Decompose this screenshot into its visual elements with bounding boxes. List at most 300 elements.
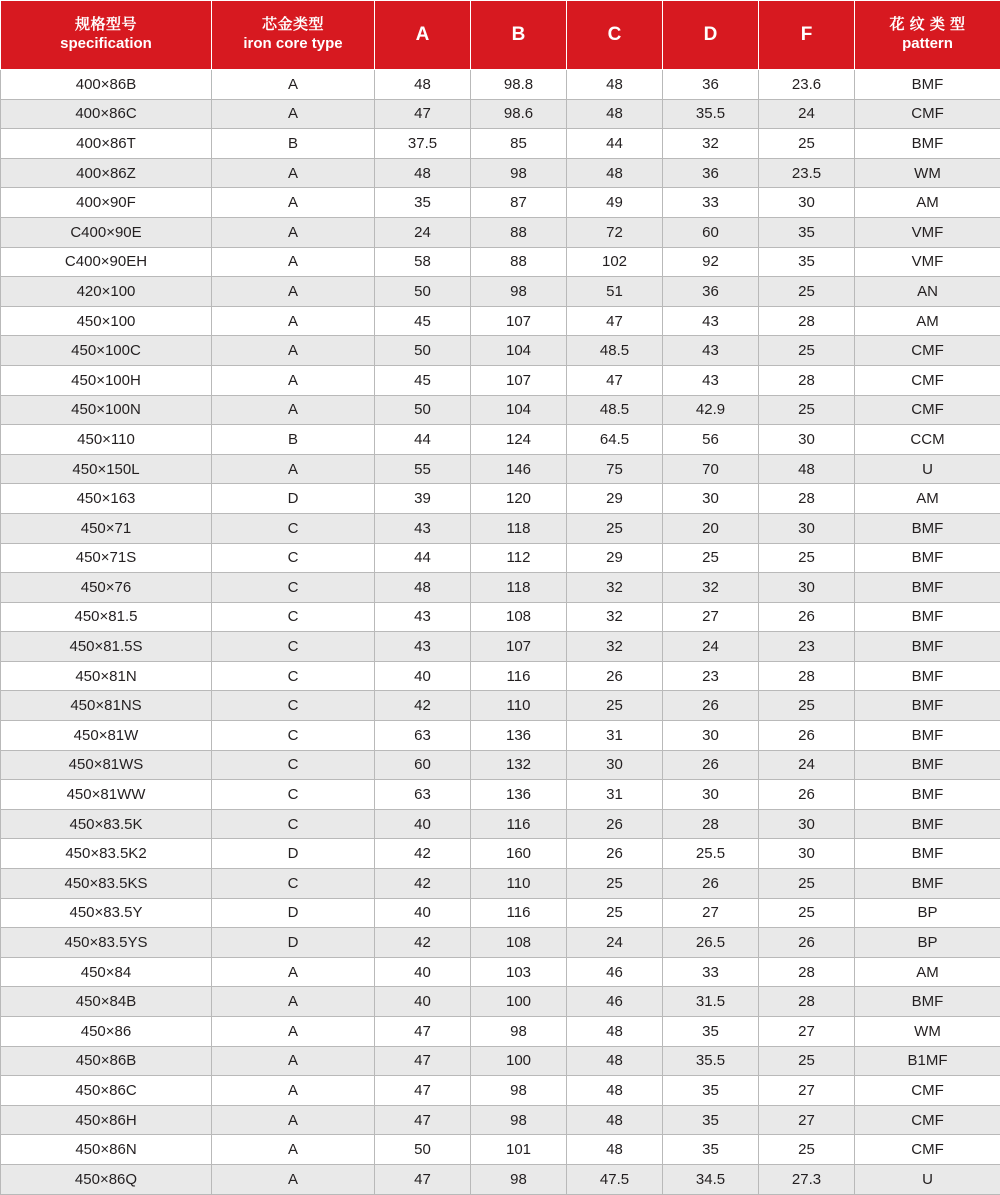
table-row: [1, 809, 1000, 839]
cell-pattern: BMF: [855, 839, 1000, 869]
cell-d: 70: [663, 454, 759, 484]
column-header-iron-core-type-cn: 芯金类型: [216, 16, 370, 35]
cell-f: 25: [759, 1135, 855, 1165]
cell-pattern: U: [855, 1164, 1000, 1194]
table-row: [1, 336, 1000, 366]
cell-pattern: CMF: [855, 395, 1000, 425]
table-row: [1, 987, 1000, 1017]
cell-a: 50: [375, 395, 471, 425]
cell-d: 20: [663, 513, 759, 543]
cell-d: 36: [663, 277, 759, 307]
cell-d: 35: [663, 1017, 759, 1047]
cell-c: 29: [567, 484, 663, 514]
cell-specification: 450×83.5YS: [1, 928, 212, 958]
column-header-pattern-cn: 花 纹 类 型: [859, 16, 996, 35]
cell-a: 47: [375, 1076, 471, 1106]
cell-c: 44: [567, 129, 663, 159]
cell-b: 118: [471, 513, 567, 543]
cell-a: 40: [375, 898, 471, 928]
table-row: [1, 1076, 1000, 1106]
cell-iron-core-type: A: [212, 70, 375, 100]
cell-f: 28: [759, 484, 855, 514]
cell-d: 26.5: [663, 928, 759, 958]
table-row: [1, 898, 1000, 928]
cell-d: 35: [663, 1076, 759, 1106]
cell-a: 24: [375, 217, 471, 247]
cell-pattern: BMF: [855, 513, 1000, 543]
cell-iron-core-type: A: [212, 217, 375, 247]
cell-specification: 450×81.5S: [1, 632, 212, 662]
table-row: [1, 425, 1000, 455]
table-row: [1, 484, 1000, 514]
table-row: [1, 1046, 1000, 1076]
cell-c: 30: [567, 750, 663, 780]
cell-specification: 450×86C: [1, 1076, 212, 1106]
cell-f: 25: [759, 129, 855, 159]
cell-a: 42: [375, 839, 471, 869]
cell-specification: 450×71S: [1, 543, 212, 573]
cell-d: 33: [663, 188, 759, 218]
cell-iron-core-type: A: [212, 1105, 375, 1135]
cell-c: 51: [567, 277, 663, 307]
cell-a: 42: [375, 928, 471, 958]
column-header-b: B: [471, 1, 567, 70]
cell-iron-core-type: C: [212, 513, 375, 543]
cell-iron-core-type: A: [212, 987, 375, 1017]
cell-b: 118: [471, 573, 567, 603]
cell-a: 47: [375, 1105, 471, 1135]
cell-iron-core-type: A: [212, 336, 375, 366]
cell-a: 48: [375, 573, 471, 603]
cell-iron-core-type: A: [212, 365, 375, 395]
cell-d: 26: [663, 691, 759, 721]
table-row: [1, 602, 1000, 632]
cell-a: 55: [375, 454, 471, 484]
cell-c: 32: [567, 602, 663, 632]
cell-specification: 450×86Q: [1, 1164, 212, 1194]
cell-b: 107: [471, 365, 567, 395]
cell-c: 48: [567, 1135, 663, 1165]
cell-d: 26: [663, 750, 759, 780]
cell-c: 26: [567, 839, 663, 869]
cell-d: 31.5: [663, 987, 759, 1017]
cell-specification: 400×86C: [1, 99, 212, 129]
cell-pattern: CCM: [855, 425, 1000, 455]
cell-f: 25: [759, 277, 855, 307]
cell-specification: 450×163: [1, 484, 212, 514]
cell-c: 48: [567, 70, 663, 100]
table-row: [1, 691, 1000, 721]
cell-d: 35.5: [663, 99, 759, 129]
cell-specification: C400×90EH: [1, 247, 212, 277]
cell-f: 27.3: [759, 1164, 855, 1194]
cell-pattern: BMF: [855, 70, 1000, 100]
cell-specification: 450×86: [1, 1017, 212, 1047]
cell-f: 24: [759, 99, 855, 129]
cell-d: 36: [663, 158, 759, 188]
cell-c: 48: [567, 1046, 663, 1076]
cell-b: 110: [471, 869, 567, 899]
cell-c: 64.5: [567, 425, 663, 455]
cell-f: 25: [759, 869, 855, 899]
cell-d: 60: [663, 217, 759, 247]
column-header-pattern-en: pattern: [859, 35, 996, 54]
cell-f: 23.6: [759, 70, 855, 100]
cell-a: 47: [375, 99, 471, 129]
cell-iron-core-type: A: [212, 957, 375, 987]
cell-specification: 450×81N: [1, 661, 212, 691]
cell-pattern: BMF: [855, 721, 1000, 751]
cell-iron-core-type: C: [212, 543, 375, 573]
cell-c: 48: [567, 99, 663, 129]
cell-a: 44: [375, 425, 471, 455]
cell-b: 116: [471, 661, 567, 691]
cell-b: 116: [471, 809, 567, 839]
cell-b: 87: [471, 188, 567, 218]
cell-d: 34.5: [663, 1164, 759, 1194]
cell-pattern: VMF: [855, 247, 1000, 277]
column-header-iron-core-type-en: iron core type: [216, 35, 370, 54]
cell-iron-core-type: C: [212, 869, 375, 899]
cell-a: 50: [375, 1135, 471, 1165]
cell-c: 24: [567, 928, 663, 958]
cell-d: 27: [663, 602, 759, 632]
cell-pattern: BMF: [855, 780, 1000, 810]
cell-specification: 450×100H: [1, 365, 212, 395]
cell-c: 47: [567, 365, 663, 395]
cell-b: 98.6: [471, 99, 567, 129]
cell-a: 63: [375, 780, 471, 810]
cell-a: 43: [375, 513, 471, 543]
cell-d: 27: [663, 898, 759, 928]
cell-d: 56: [663, 425, 759, 455]
cell-f: 26: [759, 721, 855, 751]
cell-pattern: CMF: [855, 365, 1000, 395]
cell-c: 47: [567, 306, 663, 336]
cell-pattern: BMF: [855, 691, 1000, 721]
cell-f: 30: [759, 809, 855, 839]
table-row: [1, 188, 1000, 218]
cell-b: 108: [471, 602, 567, 632]
cell-c: 48: [567, 1076, 663, 1106]
table-row: [1, 928, 1000, 958]
table-row: [1, 750, 1000, 780]
cell-iron-core-type: B: [212, 129, 375, 159]
cell-pattern: BP: [855, 928, 1000, 958]
cell-specification: 450×83.5K: [1, 809, 212, 839]
cell-iron-core-type: C: [212, 721, 375, 751]
cell-iron-core-type: A: [212, 99, 375, 129]
cell-iron-core-type: A: [212, 306, 375, 336]
cell-c: 25: [567, 513, 663, 543]
table-row: [1, 513, 1000, 543]
cell-iron-core-type: C: [212, 573, 375, 603]
cell-d: 32: [663, 129, 759, 159]
cell-pattern: BMF: [855, 543, 1000, 573]
cell-iron-core-type: A: [212, 1164, 375, 1194]
cell-d: 33: [663, 957, 759, 987]
cell-pattern: WM: [855, 1017, 1000, 1047]
table-row: [1, 957, 1000, 987]
cell-specification: 450×81WW: [1, 780, 212, 810]
cell-specification: 450×86N: [1, 1135, 212, 1165]
cell-c: 46: [567, 957, 663, 987]
column-header-a: A: [375, 1, 471, 70]
table-row: [1, 306, 1000, 336]
cell-f: 30: [759, 513, 855, 543]
table-row: [1, 632, 1000, 662]
cell-f: 30: [759, 425, 855, 455]
cell-b: 98: [471, 1164, 567, 1194]
cell-f: 30: [759, 188, 855, 218]
cell-iron-core-type: D: [212, 839, 375, 869]
cell-b: 101: [471, 1135, 567, 1165]
cell-specification: 400×90F: [1, 188, 212, 218]
cell-f: 26: [759, 602, 855, 632]
cell-a: 42: [375, 869, 471, 899]
cell-f: 28: [759, 365, 855, 395]
cell-d: 42.9: [663, 395, 759, 425]
cell-f: 24: [759, 750, 855, 780]
table-row: [1, 247, 1000, 277]
cell-b: 88: [471, 217, 567, 247]
cell-a: 50: [375, 336, 471, 366]
cell-iron-core-type: A: [212, 1017, 375, 1047]
cell-pattern: BMF: [855, 750, 1000, 780]
cell-a: 48: [375, 70, 471, 100]
cell-d: 35.5: [663, 1046, 759, 1076]
cell-pattern: BMF: [855, 869, 1000, 899]
cell-c: 31: [567, 780, 663, 810]
cell-c: 46: [567, 987, 663, 1017]
cell-pattern: BMF: [855, 602, 1000, 632]
cell-f: 25: [759, 336, 855, 366]
cell-pattern: AM: [855, 484, 1000, 514]
cell-c: 25: [567, 691, 663, 721]
cell-pattern: BMF: [855, 987, 1000, 1017]
cell-specification: 450×100C: [1, 336, 212, 366]
cell-iron-core-type: A: [212, 1135, 375, 1165]
cell-b: 85: [471, 129, 567, 159]
column-header-iron-core-type: [212, 1, 375, 70]
cell-specification: C400×90E: [1, 217, 212, 247]
cell-iron-core-type: A: [212, 1076, 375, 1106]
cell-a: 43: [375, 602, 471, 632]
cell-b: 98.8: [471, 70, 567, 100]
cell-c: 48: [567, 1105, 663, 1135]
cell-specification: 450×83.5Y: [1, 898, 212, 928]
cell-d: 25: [663, 543, 759, 573]
cell-c: 48.5: [567, 395, 663, 425]
cell-specification: 450×83.5K2: [1, 839, 212, 869]
cell-d: 35: [663, 1105, 759, 1135]
cell-a: 40: [375, 661, 471, 691]
cell-d: 25.5: [663, 839, 759, 869]
cell-b: 107: [471, 306, 567, 336]
column-header-pattern: [855, 1, 1000, 70]
column-header-d: D: [663, 1, 759, 70]
cell-specification: 450×84B: [1, 987, 212, 1017]
cell-specification: 450×81W: [1, 721, 212, 751]
cell-f: 25: [759, 898, 855, 928]
cell-iron-core-type: D: [212, 484, 375, 514]
cell-b: 100: [471, 1046, 567, 1076]
cell-pattern: B1MF: [855, 1046, 1000, 1076]
cell-d: 36: [663, 70, 759, 100]
cell-a: 40: [375, 809, 471, 839]
cell-b: 98: [471, 1076, 567, 1106]
cell-pattern: WM: [855, 158, 1000, 188]
cell-specification: 450×76: [1, 573, 212, 603]
cell-b: 98: [471, 1105, 567, 1135]
cell-f: 28: [759, 306, 855, 336]
table-row: [1, 573, 1000, 603]
cell-d: 26: [663, 869, 759, 899]
column-header-specification: [1, 1, 212, 70]
table-body: [1, 70, 1000, 1195]
cell-c: 26: [567, 809, 663, 839]
cell-iron-core-type: C: [212, 809, 375, 839]
cell-b: 136: [471, 780, 567, 810]
cell-a: 48: [375, 158, 471, 188]
cell-f: 26: [759, 928, 855, 958]
cell-d: 30: [663, 780, 759, 810]
table-row: [1, 839, 1000, 869]
cell-c: 31: [567, 721, 663, 751]
cell-a: 44: [375, 543, 471, 573]
cell-f: 25: [759, 1046, 855, 1076]
cell-b: 100: [471, 987, 567, 1017]
cell-d: 43: [663, 365, 759, 395]
cell-a: 47: [375, 1164, 471, 1194]
cell-specification: 450×86B: [1, 1046, 212, 1076]
cell-c: 32: [567, 573, 663, 603]
cell-pattern: AN: [855, 277, 1000, 307]
cell-specification: 400×86B: [1, 70, 212, 100]
cell-c: 48: [567, 1017, 663, 1047]
cell-c: 26: [567, 661, 663, 691]
table-row: [1, 1135, 1000, 1165]
cell-iron-core-type: D: [212, 898, 375, 928]
cell-b: 98: [471, 158, 567, 188]
cell-iron-core-type: A: [212, 454, 375, 484]
cell-d: 43: [663, 306, 759, 336]
cell-a: 47: [375, 1046, 471, 1076]
cell-pattern: CMF: [855, 1076, 1000, 1106]
cell-a: 43: [375, 632, 471, 662]
cell-b: 116: [471, 898, 567, 928]
cell-c: 32: [567, 632, 663, 662]
table-row: [1, 543, 1000, 573]
cell-d: 30: [663, 484, 759, 514]
cell-a: 58: [375, 247, 471, 277]
cell-b: 124: [471, 425, 567, 455]
cell-iron-core-type: A: [212, 277, 375, 307]
cell-d: 35: [663, 1135, 759, 1165]
cell-f: 48: [759, 454, 855, 484]
cell-specification: 450×84: [1, 957, 212, 987]
cell-pattern: CMF: [855, 1105, 1000, 1135]
table-row: [1, 217, 1000, 247]
table-row: [1, 99, 1000, 129]
cell-c: 25: [567, 869, 663, 899]
cell-f: 27: [759, 1076, 855, 1106]
column-header-c: C: [567, 1, 663, 70]
cell-b: 120: [471, 484, 567, 514]
cell-pattern: BMF: [855, 573, 1000, 603]
cell-pattern: BMF: [855, 632, 1000, 662]
cell-specification: 450×83.5KS: [1, 869, 212, 899]
cell-a: 63: [375, 721, 471, 751]
cell-iron-core-type: A: [212, 395, 375, 425]
cell-iron-core-type: A: [212, 158, 375, 188]
cell-b: 98: [471, 277, 567, 307]
cell-pattern: AM: [855, 306, 1000, 336]
table-row: [1, 277, 1000, 307]
header-row: [1, 1, 1000, 70]
cell-f: 23.5: [759, 158, 855, 188]
cell-f: 28: [759, 957, 855, 987]
cell-iron-core-type: C: [212, 661, 375, 691]
cell-a: 45: [375, 365, 471, 395]
table-row: [1, 70, 1000, 100]
cell-b: 136: [471, 721, 567, 751]
table-row: [1, 721, 1000, 751]
cell-specification: 450×110: [1, 425, 212, 455]
cell-a: 45: [375, 306, 471, 336]
cell-iron-core-type: A: [212, 188, 375, 218]
cell-f: 26: [759, 780, 855, 810]
cell-a: 40: [375, 957, 471, 987]
cell-pattern: BMF: [855, 129, 1000, 159]
cell-d: 23: [663, 661, 759, 691]
table-row: [1, 1017, 1000, 1047]
cell-b: 132: [471, 750, 567, 780]
cell-b: 103: [471, 957, 567, 987]
cell-d: 28: [663, 809, 759, 839]
cell-specification: 400×86T: [1, 129, 212, 159]
cell-iron-core-type: A: [212, 1046, 375, 1076]
table-row: [1, 869, 1000, 899]
cell-pattern: CMF: [855, 336, 1000, 366]
cell-a: 39: [375, 484, 471, 514]
cell-c: 47.5: [567, 1164, 663, 1194]
cell-iron-core-type: D: [212, 928, 375, 958]
table-row: [1, 158, 1000, 188]
cell-pattern: BMF: [855, 661, 1000, 691]
cell-iron-core-type: C: [212, 632, 375, 662]
cell-a: 40: [375, 987, 471, 1017]
cell-pattern: CMF: [855, 99, 1000, 129]
cell-f: 25: [759, 691, 855, 721]
cell-f: 23: [759, 632, 855, 662]
cell-b: 112: [471, 543, 567, 573]
cell-f: 28: [759, 987, 855, 1017]
table-header: [1, 1, 1000, 70]
cell-f: 35: [759, 217, 855, 247]
table-row: [1, 1105, 1000, 1135]
cell-pattern: U: [855, 454, 1000, 484]
cell-c: 49: [567, 188, 663, 218]
cell-specification: 450×86H: [1, 1105, 212, 1135]
cell-pattern: CMF: [855, 1135, 1000, 1165]
cell-a: 35: [375, 188, 471, 218]
table-row: [1, 454, 1000, 484]
cell-b: 110: [471, 691, 567, 721]
table-row: [1, 395, 1000, 425]
cell-f: 25: [759, 543, 855, 573]
cell-specification: 450×100: [1, 306, 212, 336]
